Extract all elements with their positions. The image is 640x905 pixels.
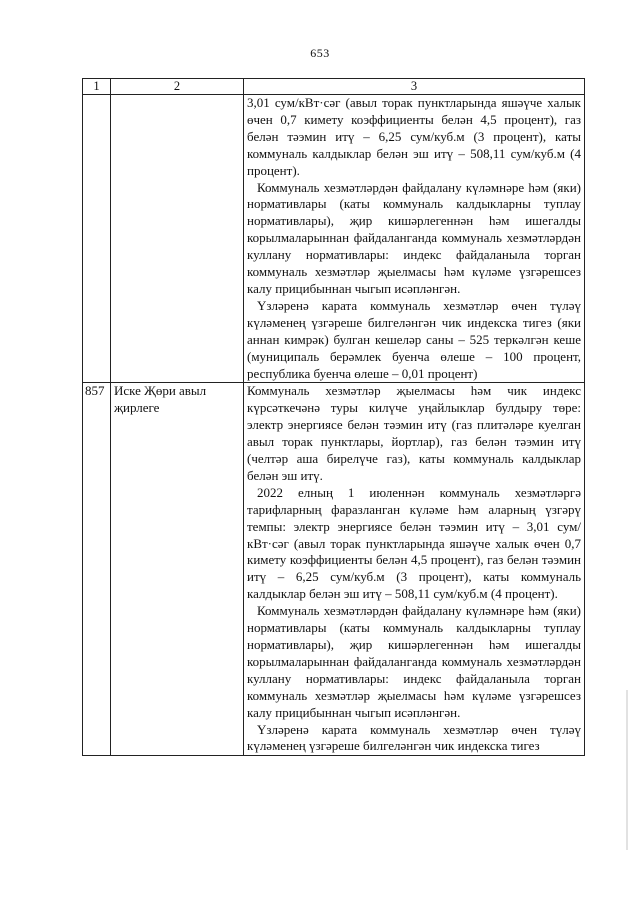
settlement-name bbox=[111, 95, 244, 383]
scan-edge-mark bbox=[626, 690, 628, 850]
description-paragraph: Үзләренә карата коммуналь хезмәтләр өчен түләү күләменең үзгәреше билгеләнгән чик индекска тигез (яки аннан кимрәк) булган кешеләр саны – 525 теркәлгән кеше (муниципаль берәмлек буенча өлеше – 100 процент, республика буенча өлеше – 0,01 процент) bbox=[247, 297, 581, 381]
description-paragraph: 3,01 сум/кВт·сәг (авыл торак пунктларында яшәүче халык өчен 0,7 кимету коэффициенты белән 4,5 процент), газ белән тәэмин итү – 6,25 сум/куб.м (3 процент), каты коммуналь калдыклар белән эш итү – 508,11 сум/куб.м (4 процент). bbox=[247, 95, 581, 178]
description-paragraph: Коммуналь хезмәтләрдән файдалану күләмнәре һәм (яки) нормативлары (каты коммуналь калдыкларны туплау нормативлары), җир кишәрлегеннән һәм ишегалды корылмаларыннан файдаланганда коммуналь хезмәтләрдән куллану нормативлары: индекс файдаланыла торган коммуналь хезмәтләр җыелмасы һәм күләме үзгәрешсез калу прицибыннан чыгып исәпләнгән. bbox=[247, 179, 581, 296]
description-paragraph: 2022 елның 1 июленнән коммуналь хезмәтләргә тарифларның фаразланган күләме һәм аларның үзгәрү темпы: электр энергиясе белән тәэмин итү – 3,01 сум/кВт·сәг (авыл торак пунктларында яшәүче халык өчен 0,7 кимету коэффициенты белән 4,5 процент), газ белән тәэмин итү – 6,25 сум/куб.м (3 процент), каты коммуналь калдыклар белән эш итү – 508,11 сум/куб.м (4 процент). bbox=[247, 484, 581, 602]
row-number bbox=[83, 95, 111, 383]
column-header-2: 2 bbox=[111, 79, 244, 95]
table-row bbox=[83, 383, 585, 756]
column-header-1: 1 bbox=[83, 79, 111, 95]
table-row bbox=[83, 95, 585, 383]
row-description bbox=[244, 95, 585, 383]
settlement-name: Иске Җөри авыл җирлеге bbox=[111, 383, 244, 756]
row-description bbox=[244, 383, 585, 756]
description-paragraph: Коммуналь хезмәтләрдән файдалану күләмнәре һәм (яки) нормативлары (каты коммуналь калдыкларны туплау нормативлары), җир кишәрлегеннән һәм ишегалды корылмаларыннан файдаланганда коммуналь хезмәтләрдән куллану нормативлары: индекс файдаланыла торган коммуналь хезмәтләр җыелмасы һәм күләме үзгәрешсез калу прицибыннан чыгып исәпләнгән. bbox=[247, 603, 581, 720]
table-header-row bbox=[83, 79, 585, 95]
page-number: 653 bbox=[310, 46, 330, 60]
tariff-table bbox=[82, 78, 585, 756]
description-paragraph: Коммуналь хезмәтләр җыелмасы һәм чик индекс күрсәткечәнә туры килүче уңайлыклар булдыру төре: электр энергиясе белән тәэмин итү (газ плитәләре куелган авыл торак пунктлары, йортлар), газ белән тәэмин итү (челтәр аша бирелүче газ), каты коммуналь калдыклар белән эш итү. bbox=[247, 383, 581, 483]
description-paragraph: Үзләренә карата коммуналь хезмәтләр өчен түләү күләменең үзгәреше билгеләнгән чик индекска тигез bbox=[247, 721, 581, 754]
column-header-3: 3 bbox=[244, 79, 585, 95]
row-number: 857 bbox=[83, 383, 111, 756]
